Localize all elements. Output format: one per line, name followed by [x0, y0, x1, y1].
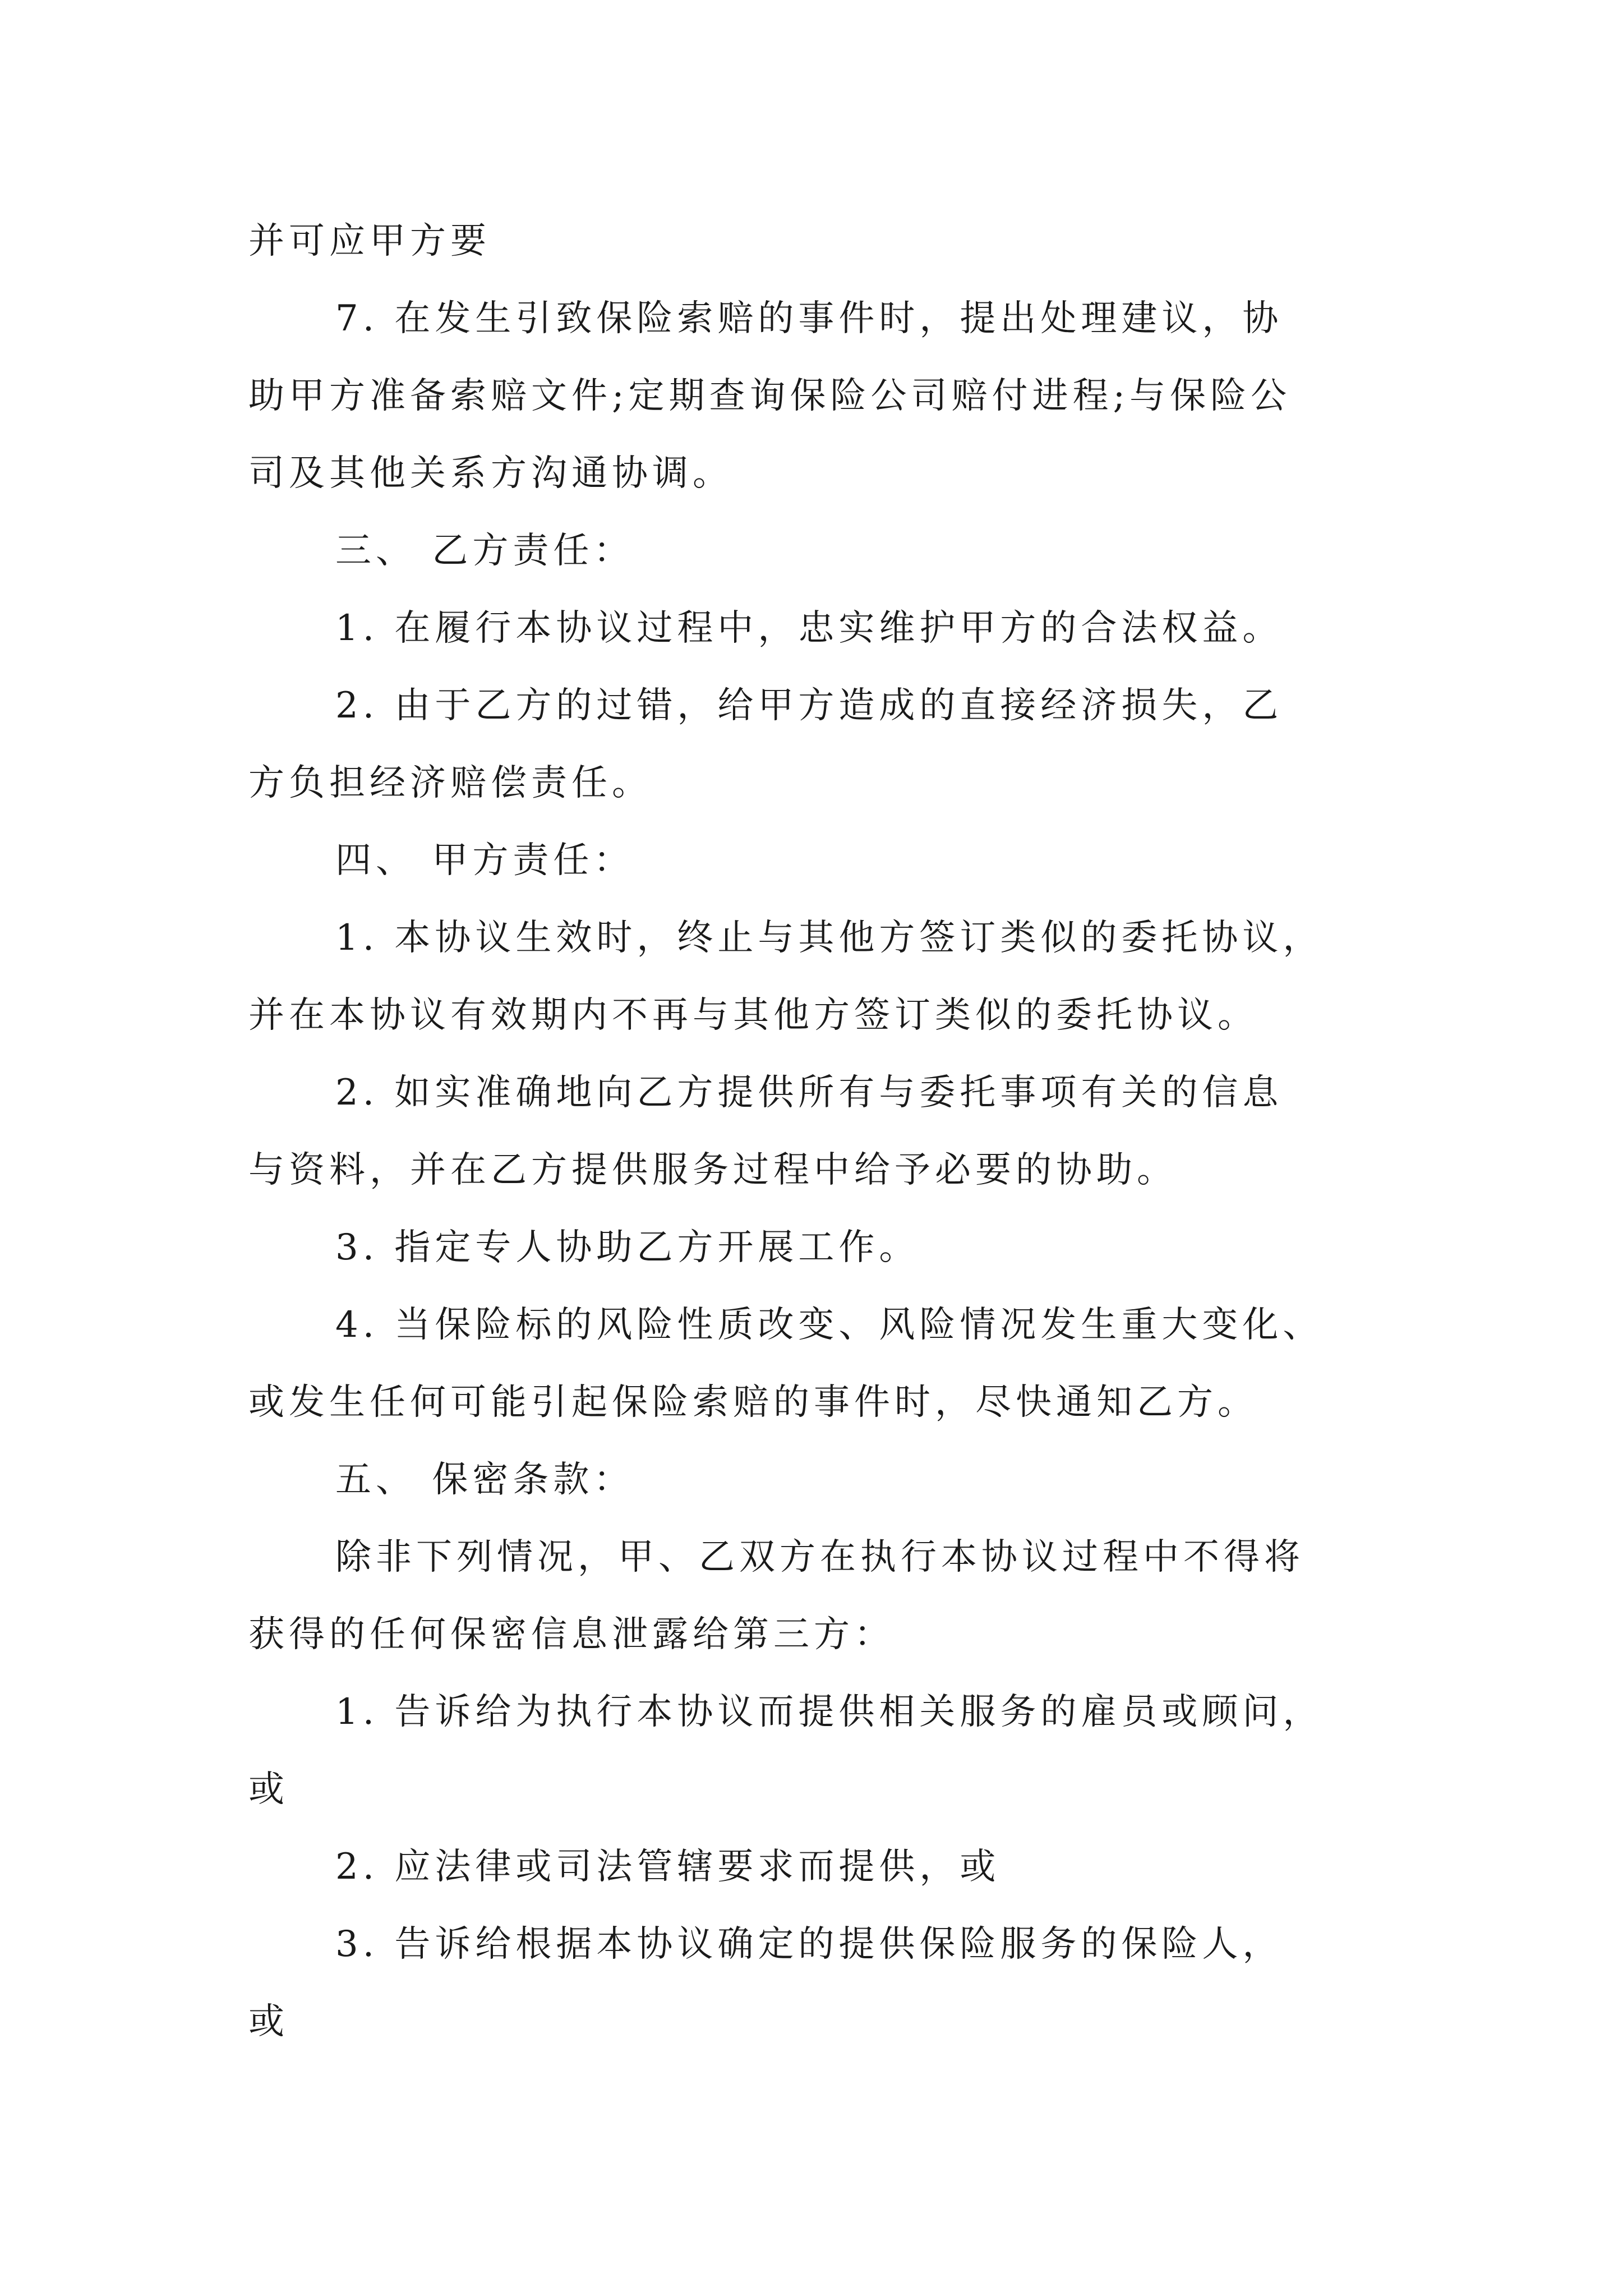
- section-heading: 三、 乙方责任：: [335, 530, 634, 572]
- text-line: 7. 在发生引致保险索赔的事件时，提出处理建议，协: [335, 298, 1283, 339]
- text-line: 获得的任何保密信息泄露给第三方：: [248, 1614, 895, 1655]
- section-heading: 四、 甲方责任：: [335, 840, 634, 881]
- text-line: 3. 指定专人协助乙方开展工作。: [335, 1227, 920, 1268]
- text-line: 司及其他关系方沟通协调。: [248, 453, 733, 494]
- text-line: 1. 告诉给为执行本协议而提供相关服务的雇员或顾问，: [335, 1691, 1324, 1733]
- text-line: 或: [248, 2001, 289, 2042]
- text-line: 2. 如实准确地向乙方提供所有与委托事项有关的信息: [335, 1072, 1283, 1114]
- text-line: 助甲方准备索赔文件;定期查询保险公司赔付进程;与保险公: [248, 375, 1292, 417]
- text-line: 1. 本协议生效时，终止与其他方签订类似的委托协议，: [335, 917, 1324, 959]
- text-line: 并可应甲方要: [248, 220, 491, 262]
- text-line: 除非下列情况，甲、乙双方在执行本协议过程中不得将: [335, 1536, 1304, 1578]
- text-line: 2. 由于乙方的过错，给甲方造成的直接经济损失，乙: [335, 685, 1283, 726]
- text-line: 1. 在履行本协议过程中，忠实维护甲方的合法权益。: [335, 608, 1283, 649]
- text-line: 或: [248, 1769, 289, 1810]
- text-line: 方负担经济赔偿责任。: [248, 762, 652, 804]
- section-heading: 五、 保密条款：: [335, 1459, 634, 1501]
- text-line: 2. 应法律或司法管辖要求而提供，或: [335, 1846, 1000, 1888]
- text-line: 并在本协议有效期内不再与其他方签订类似的委托协议。: [248, 995, 1258, 1036]
- text-line: 3. 告诉给根据本协议确定的提供保险服务的保险人，: [335, 1924, 1283, 1965]
- text-line: 与资料，并在乙方提供服务过程中给予必要的协助。: [248, 1149, 1177, 1191]
- text-line: 4. 当保险标的风险性质改变、风险情况发生重大变化、: [335, 1304, 1324, 1346]
- text-line: 或发生任何可能引起保险索赔的事件时，尽快通知乙方。: [248, 1382, 1258, 1423]
